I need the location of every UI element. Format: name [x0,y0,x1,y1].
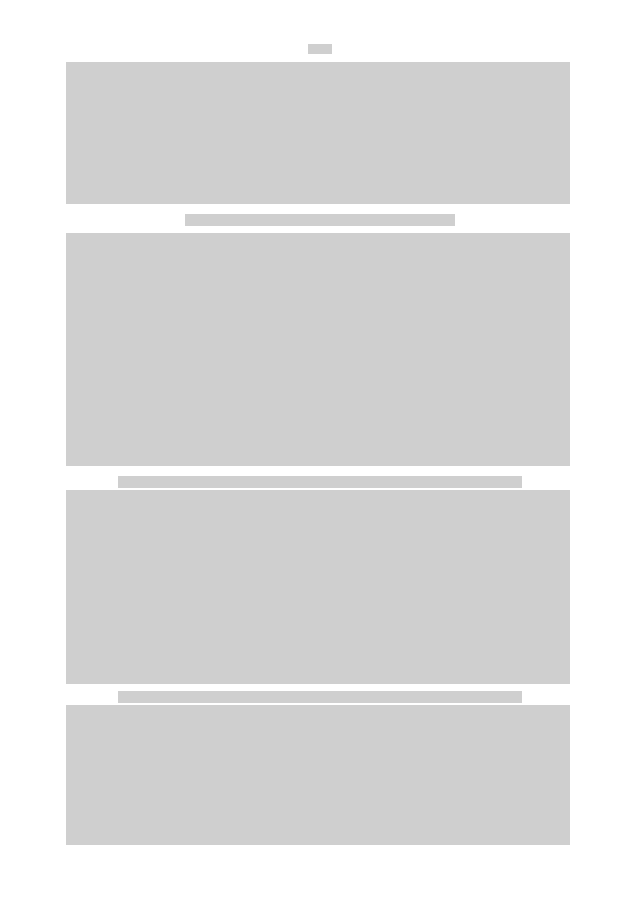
table-block-1 [66,62,570,204]
table-block-3 [66,490,570,684]
section-heading-block-3 [118,691,522,703]
table-block-4 [66,705,570,845]
table-block-2 [66,233,570,466]
page-number-block [308,44,332,54]
section-heading-block-1 [185,214,455,226]
section-heading-block-2 [118,476,522,488]
